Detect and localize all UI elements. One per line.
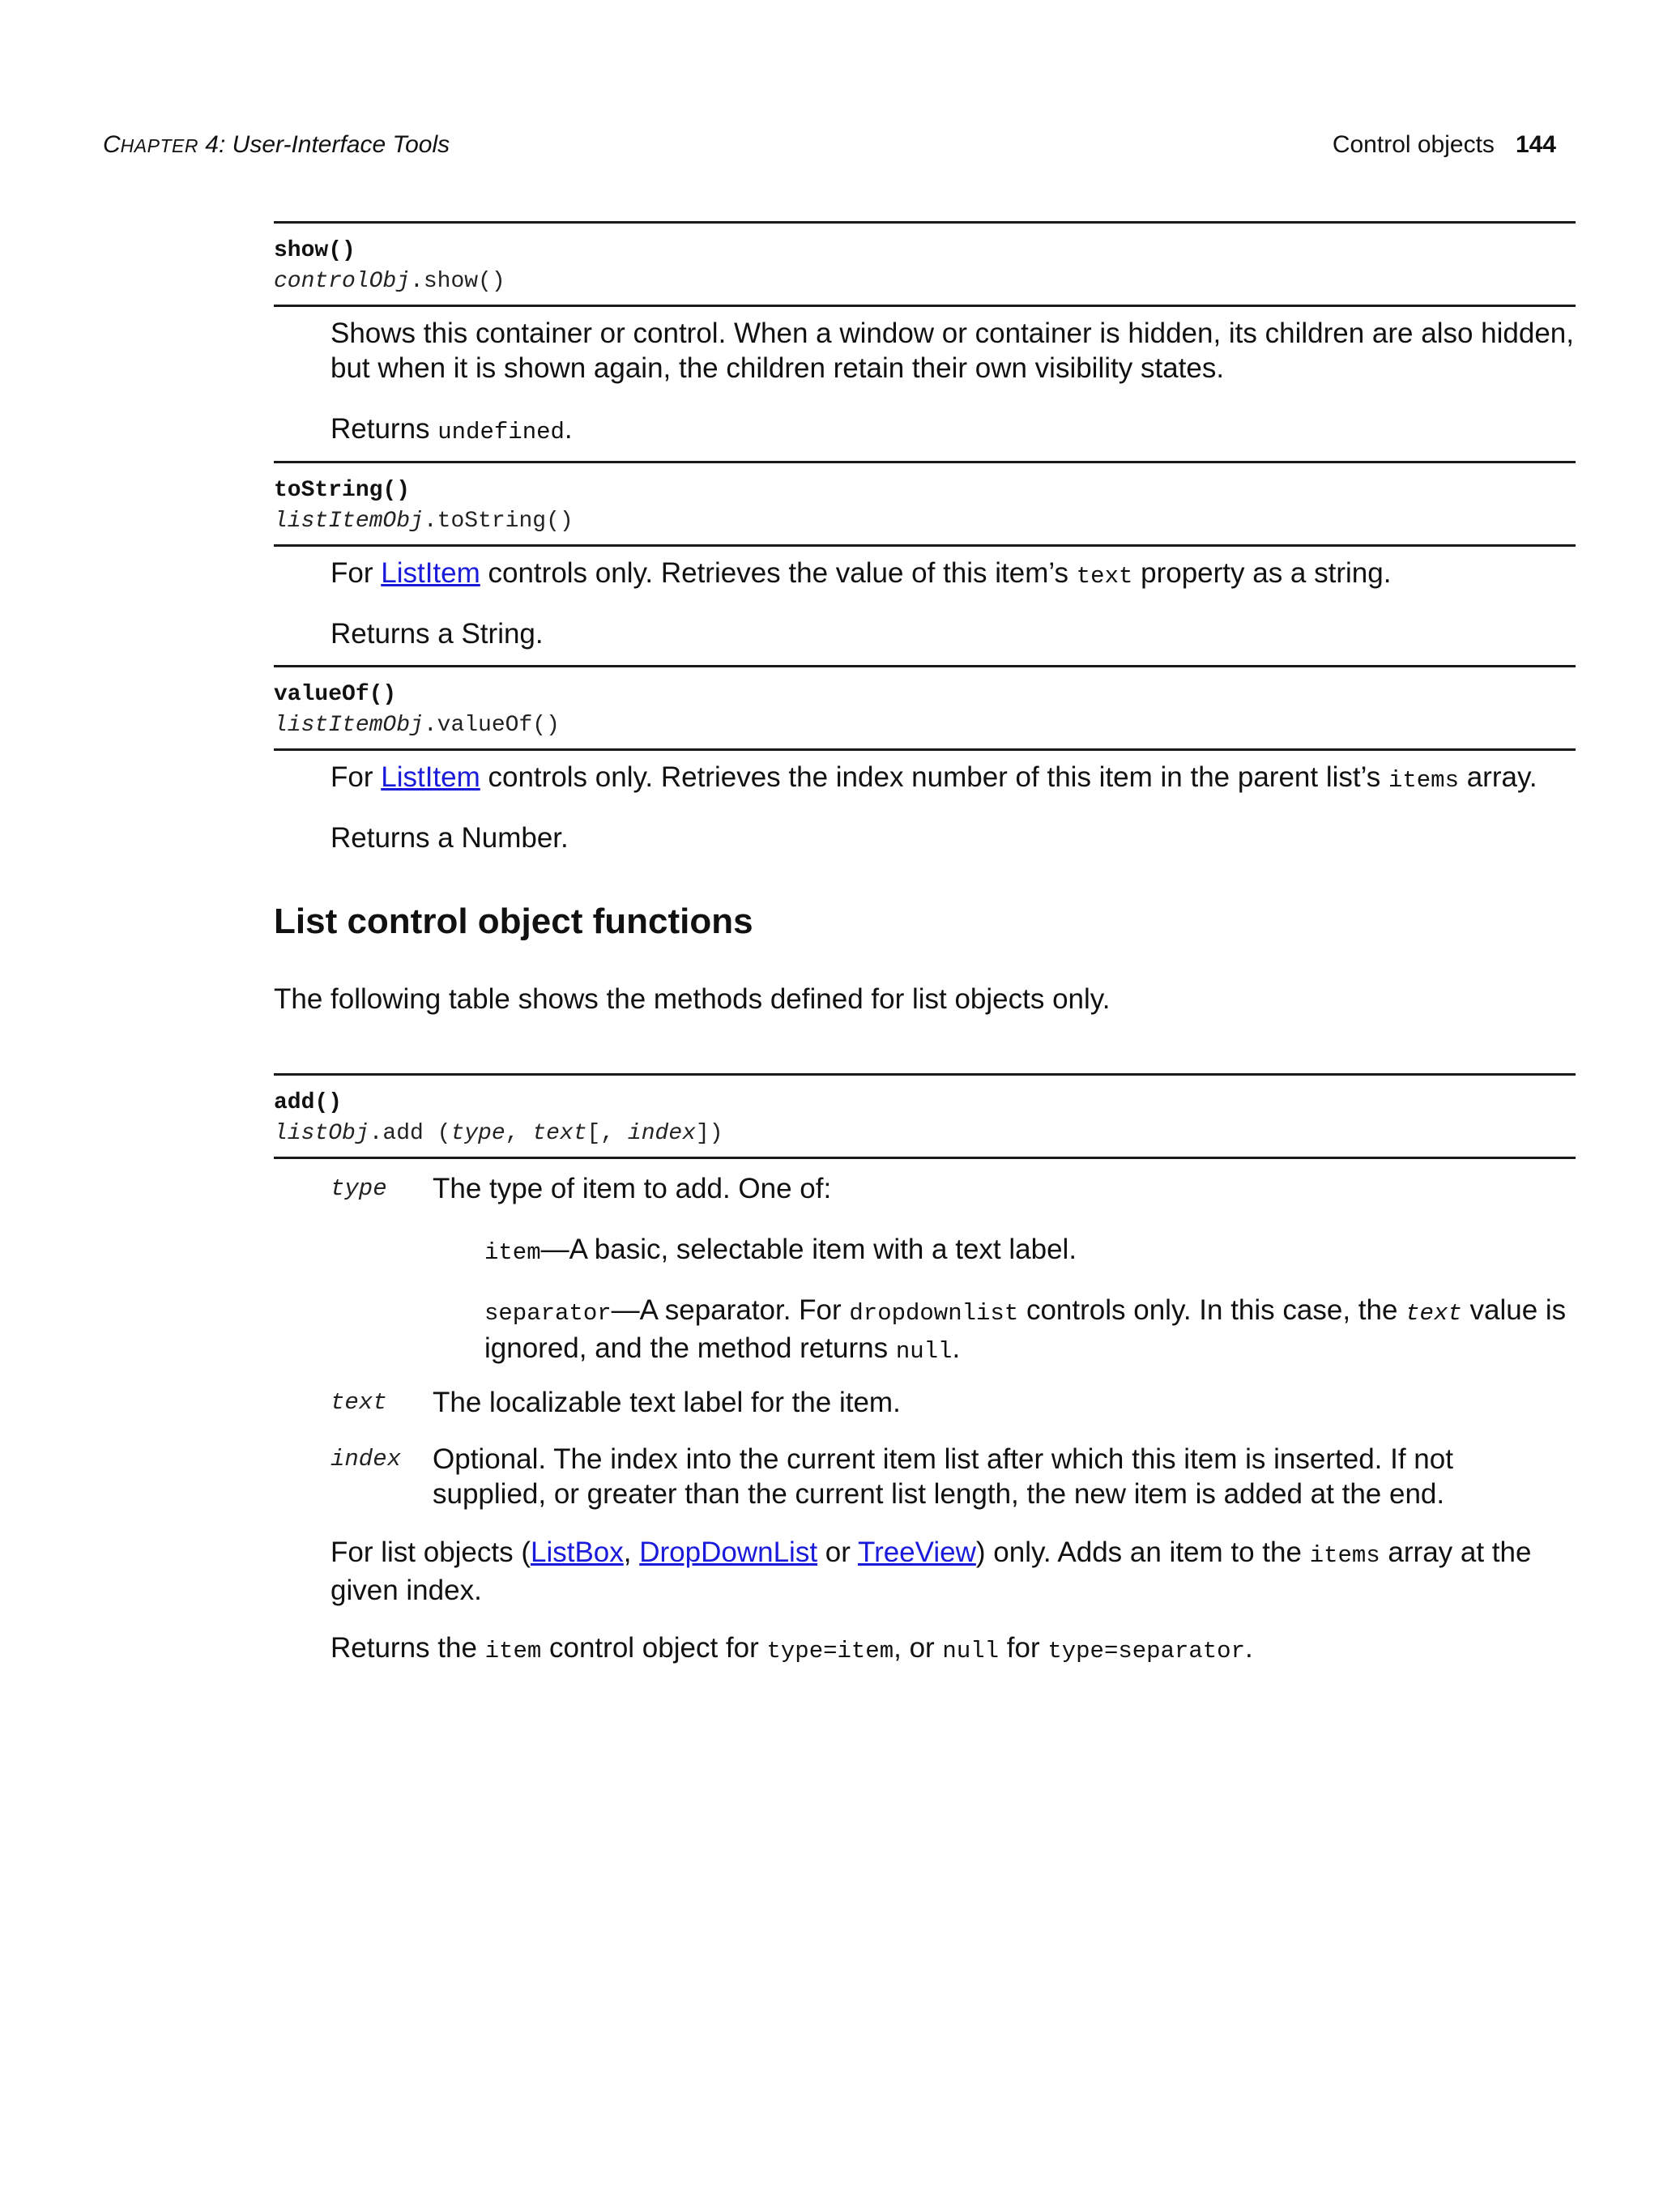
- section-name: Control objects: [1332, 131, 1495, 158]
- sig-call: .toString(): [423, 509, 574, 534]
- sig-object: listItemObj: [274, 713, 424, 738]
- sig-param-type: type: [450, 1121, 505, 1146]
- method-header-add: [274, 1073, 1576, 1159]
- listitem-link[interactable]: ListItem: [381, 557, 480, 589]
- valueof-description: [331, 760, 1578, 798]
- desc-mid: controls only. Retrieves the index number of this item in the parent list’s: [480, 761, 1388, 793]
- section-heading: List control object functions: [274, 901, 753, 941]
- ret-code-null: null: [942, 1638, 1000, 1664]
- option-code-dropdownlist: dropdownlist: [849, 1300, 1019, 1327]
- ret-code-type-separator: type=separator: [1047, 1638, 1245, 1664]
- returns-suffix: .: [564, 413, 573, 445]
- option-code-null: null: [895, 1338, 953, 1365]
- chapter-name: 4: User-Interface Tools: [198, 131, 450, 158]
- show-description: Shows this container or control. When a window or container is hidden, its children are also hidden, but when it is shown again, the children retain their own visibility states.: [331, 318, 1574, 384]
- param-desc-index: Optional. The index into the current item list after which this item is inserted. If not supplied, or greater than the current list length, the new item is added at the end.: [433, 1443, 1453, 1510]
- desc-prefix: For: [331, 761, 382, 793]
- option-separator: [484, 1293, 1570, 1369]
- add-description: [331, 1535, 1578, 1608]
- tostring-description: [331, 556, 1578, 594]
- desc-or: or: [817, 1536, 858, 1568]
- ret-d: for: [999, 1632, 1048, 1664]
- method-header-tostring: [274, 461, 1576, 547]
- method-signature: [274, 267, 505, 296]
- ret-a: Returns the: [331, 1632, 485, 1664]
- param-label-type: type: [331, 1175, 387, 1202]
- method-name: valueOf(): [274, 682, 397, 707]
- treeview-link[interactable]: TreeView: [857, 1536, 976, 1568]
- listbox-link[interactable]: ListBox: [531, 1536, 624, 1568]
- desc-mid: controls only. Retrieves the value of this item’s: [480, 557, 1077, 589]
- option-code: separator: [484, 1300, 612, 1327]
- method-name: add(): [274, 1090, 343, 1115]
- desc-suffix: property as a string.: [1132, 557, 1392, 589]
- chapter-prefix-initial: C: [103, 131, 121, 158]
- desc-prefix: For list objects (: [331, 1536, 531, 1568]
- option-code-text: text: [1405, 1300, 1462, 1327]
- param-label-text: text: [331, 1389, 387, 1416]
- desc-prefix: For: [331, 557, 382, 589]
- desc-comma: ,: [623, 1536, 640, 1568]
- ret-code-type-item: type=item: [766, 1638, 894, 1664]
- page-number: 144: [1515, 131, 1556, 158]
- desc-mid: ) only. Adds an item to the: [975, 1536, 1310, 1568]
- param-desc-text: The localizable text label for the item.: [433, 1387, 901, 1418]
- add-returns: [331, 1630, 1578, 1669]
- desc-code: text: [1076, 563, 1133, 590]
- sig-comma: ,: [505, 1121, 533, 1146]
- valueof-returns: Returns a Number.: [331, 822, 569, 854]
- desc-suffix: array.: [1458, 761, 1537, 793]
- method-signature: [274, 1119, 723, 1149]
- chapter-prefix-smallcaps: HAPTER: [120, 135, 198, 156]
- sig-object: listItemObj: [274, 509, 424, 534]
- sig-object: listObj: [274, 1121, 369, 1146]
- listitem-link[interactable]: ListItem: [381, 761, 480, 793]
- chapter-title: [103, 128, 450, 163]
- section-intro: The following table shows the methods defined for list objects only.: [274, 983, 1111, 1015]
- ret-c: , or: [893, 1632, 943, 1664]
- desc-code: items: [1309, 1542, 1380, 1569]
- method-name: show(): [274, 238, 356, 263]
- ret-e: .: [1244, 1632, 1253, 1664]
- ret-b: control object for: [541, 1632, 767, 1664]
- method-header-show: [274, 221, 1576, 307]
- sig-bracket: [,: [586, 1121, 628, 1146]
- option-desc-a: —A separator. For: [611, 1294, 850, 1326]
- sig-param-text: text: [532, 1121, 587, 1146]
- method-header-valueof: [274, 665, 1576, 751]
- option-item: [484, 1232, 1570, 1270]
- option-desc: —A basic, selectable item with a text label.: [540, 1234, 1077, 1265]
- desc-suffix: array at the given index.: [331, 1536, 1532, 1606]
- option-desc-c: value is ignored, and the method returns: [484, 1294, 1567, 1364]
- ret-code-item: item: [484, 1638, 542, 1664]
- param-label-index: index: [331, 1446, 402, 1473]
- tostring-returns: Returns a String.: [331, 618, 544, 650]
- dropdownlist-link[interactable]: DropDownList: [639, 1536, 818, 1568]
- method-signature: [274, 711, 560, 740]
- show-returns: [331, 411, 1578, 450]
- option-desc-d: .: [952, 1332, 961, 1364]
- method-signature: [274, 507, 574, 536]
- option-desc-b: controls only. In this case, the: [1018, 1294, 1406, 1326]
- sig-param-index: index: [627, 1121, 696, 1146]
- sig-call: .show(): [410, 269, 505, 294]
- header-right: [1333, 128, 1556, 162]
- sig-object: controlObj: [274, 269, 411, 294]
- running-header: [103, 128, 1556, 162]
- sig-call: .valueOf(): [423, 713, 560, 738]
- sig-call: .add (: [369, 1121, 451, 1146]
- returns-prefix: Returns: [331, 413, 438, 445]
- sig-end: ]): [695, 1121, 723, 1146]
- desc-code: items: [1388, 767, 1459, 794]
- option-code: item: [484, 1239, 541, 1266]
- method-name: toString(): [274, 478, 411, 503]
- param-desc-type: The type of item to add. One of:: [433, 1173, 832, 1204]
- returns-code: undefined: [437, 419, 565, 445]
